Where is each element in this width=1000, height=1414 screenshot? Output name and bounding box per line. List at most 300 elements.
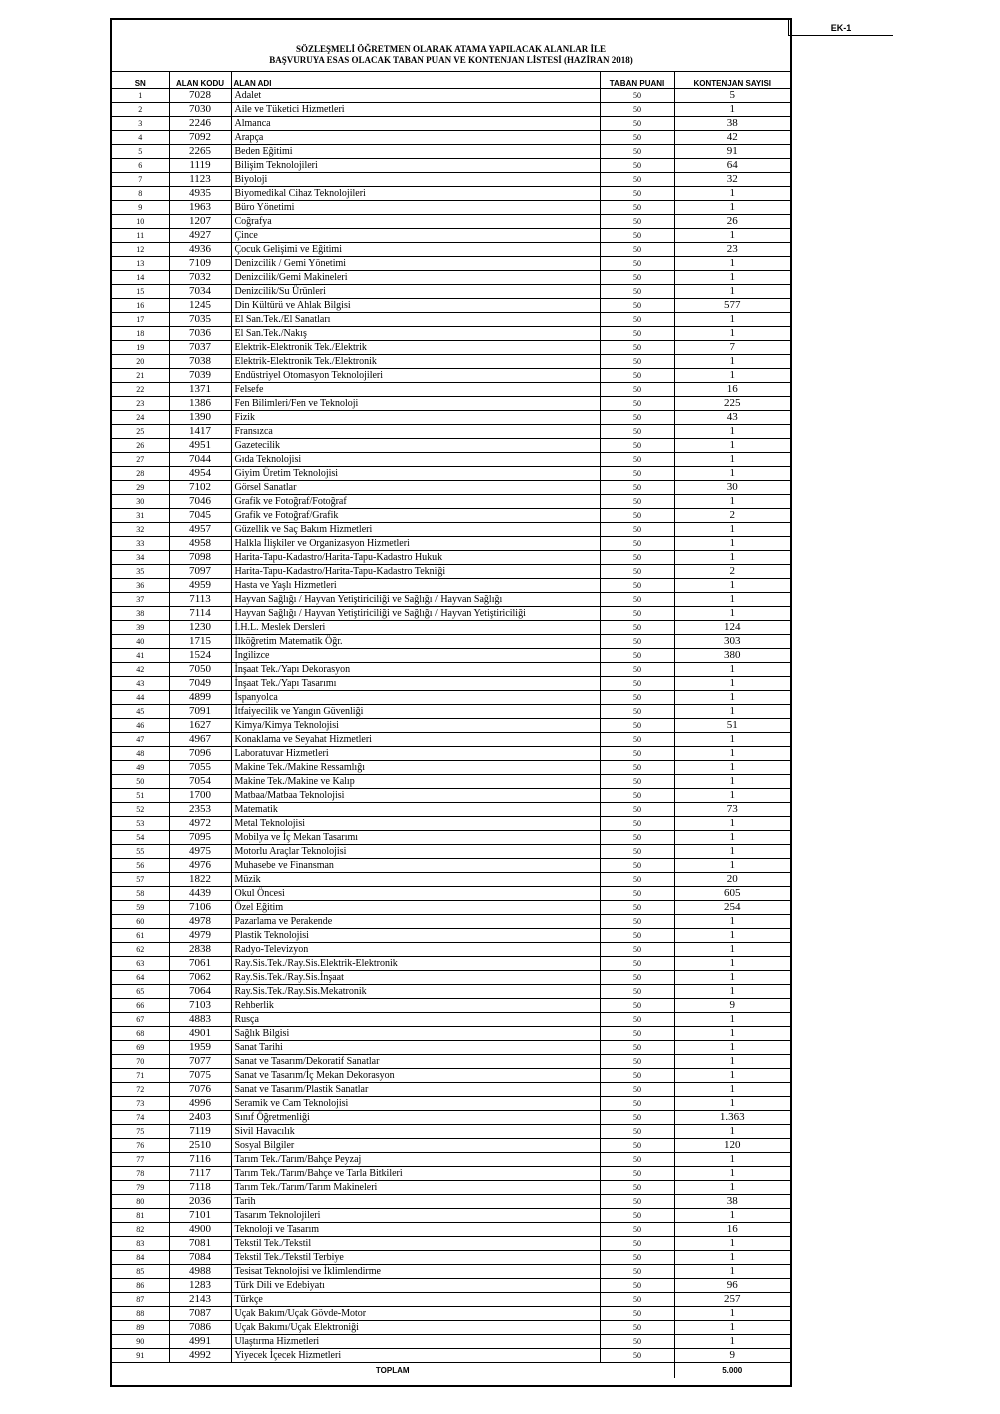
- row-sn: 30: [112, 495, 169, 509]
- table-row: [112, 1209, 790, 1223]
- row-name: İnşaat Tek./Yapı Tasarımı: [231, 677, 600, 691]
- row-sn: 83: [112, 1237, 169, 1251]
- row-quota: 120: [674, 1139, 790, 1153]
- row-name: El San.Tek./Nakış: [231, 327, 600, 341]
- row-sn: 23: [112, 397, 169, 411]
- row-quota: 1: [674, 1055, 790, 1069]
- row-code: 7046: [169, 495, 231, 509]
- row-name: Almanca: [231, 117, 600, 131]
- row-name: Tarım Tek./Tarım/Bahçe Peyzaj: [231, 1153, 600, 1167]
- title-line-2: BAŞVURUYA ESAS OLACAK TABAN PUAN VE KONTENJAN LİSTESİ (HAZİRAN 2018): [269, 55, 633, 65]
- row-score: 50: [600, 1041, 674, 1055]
- table-row: [112, 761, 790, 775]
- row-code: 4979: [169, 929, 231, 943]
- row-name: İlköğretim Matematik Öğr.: [231, 635, 600, 649]
- row-code: 4992: [169, 1349, 231, 1363]
- row-quota: 43: [674, 411, 790, 425]
- table-row: [112, 1027, 790, 1041]
- table-row: [112, 999, 790, 1013]
- row-sn: 8: [112, 187, 169, 201]
- header-quota: KONTENJAN SAYISI: [674, 72, 790, 89]
- row-sn: 42: [112, 663, 169, 677]
- row-sn: 64: [112, 971, 169, 985]
- row-sn: 53: [112, 817, 169, 831]
- row-quota: 1: [674, 957, 790, 971]
- row-score: 50: [600, 145, 674, 159]
- row-quota: 1: [674, 817, 790, 831]
- row-score: 50: [600, 103, 674, 117]
- row-score: 50: [600, 719, 674, 733]
- row-code: 7087: [169, 1307, 231, 1321]
- row-sn: 58: [112, 887, 169, 901]
- row-quota: 380: [674, 649, 790, 663]
- table-row: [112, 817, 790, 831]
- row-sn: 13: [112, 257, 169, 271]
- row-code: 7081: [169, 1237, 231, 1251]
- row-sn: 71: [112, 1069, 169, 1083]
- header-code: ALAN KODU: [169, 72, 231, 89]
- row-quota: 32: [674, 173, 790, 187]
- row-quota: 1: [674, 257, 790, 271]
- row-code: 7077: [169, 1055, 231, 1069]
- row-quota: 1: [674, 1265, 790, 1279]
- row-name: Elektrik-Elektronik Tek./Elektrik: [231, 341, 600, 355]
- row-code: 4991: [169, 1335, 231, 1349]
- row-code: 7030: [169, 103, 231, 117]
- row-name: Özel Eğitim: [231, 901, 600, 915]
- row-score: 50: [600, 313, 674, 327]
- table-row: [112, 1279, 790, 1293]
- row-code: 7084: [169, 1251, 231, 1265]
- row-score: 50: [600, 887, 674, 901]
- row-code: 4975: [169, 845, 231, 859]
- row-code: 1417: [169, 425, 231, 439]
- row-sn: 29: [112, 481, 169, 495]
- table-row: [112, 313, 790, 327]
- table-row: [112, 943, 790, 957]
- table-row: [112, 425, 790, 439]
- row-name: Okul Öncesi: [231, 887, 600, 901]
- row-name: Teknoloji ve Tasarım: [231, 1223, 600, 1237]
- row-score: 50: [600, 369, 674, 383]
- row-name: Radyo-Televizyon: [231, 943, 600, 957]
- row-sn: 68: [112, 1027, 169, 1041]
- row-sn: 54: [112, 831, 169, 845]
- table-row: [112, 733, 790, 747]
- row-score: 50: [600, 383, 674, 397]
- table-row: [112, 145, 790, 159]
- row-code: 2265: [169, 145, 231, 159]
- row-sn: 81: [112, 1209, 169, 1223]
- row-score: 50: [600, 901, 674, 915]
- row-name: Laboratuvar Hizmetleri: [231, 747, 600, 761]
- row-sn: 62: [112, 943, 169, 957]
- table-row: [112, 1111, 790, 1125]
- row-code: 1371: [169, 383, 231, 397]
- row-score: 50: [600, 1167, 674, 1181]
- row-code: 7116: [169, 1153, 231, 1167]
- annex-label: EK-1: [788, 20, 893, 36]
- row-score: 50: [600, 845, 674, 859]
- table-row: [112, 1055, 790, 1069]
- row-name: Motorlu Araçlar Teknolojisi: [231, 845, 600, 859]
- row-name: Tasarım Teknolojileri: [231, 1209, 600, 1223]
- row-sn: 33: [112, 537, 169, 551]
- row-sn: 37: [112, 593, 169, 607]
- table-row: [112, 705, 790, 719]
- row-score: 50: [600, 859, 674, 873]
- row-name: Tarım Tek./Tarım/Bahçe ve Tarla Bitkileri: [231, 1167, 600, 1181]
- row-sn: 24: [112, 411, 169, 425]
- row-quota: 23: [674, 243, 790, 257]
- row-sn: 56: [112, 859, 169, 873]
- row-score: 50: [600, 593, 674, 607]
- row-score: 50: [600, 397, 674, 411]
- row-code: 1524: [169, 649, 231, 663]
- row-code: 7075: [169, 1069, 231, 1083]
- row-sn: 89: [112, 1321, 169, 1335]
- row-quota: 1: [674, 1181, 790, 1195]
- row-score: 50: [600, 873, 674, 887]
- row-sn: 75: [112, 1125, 169, 1139]
- row-quota: 1: [674, 201, 790, 215]
- row-name: Çince: [231, 229, 600, 243]
- row-quota: 9: [674, 1349, 790, 1363]
- row-name: Tekstil Tek./Tekstil: [231, 1237, 600, 1251]
- row-sn: 18: [112, 327, 169, 341]
- row-quota: 1: [674, 943, 790, 957]
- table-row: [112, 299, 790, 313]
- row-sn: 67: [112, 1013, 169, 1027]
- row-quota: 1: [674, 187, 790, 201]
- row-sn: 60: [112, 915, 169, 929]
- row-name: Coğrafya: [231, 215, 600, 229]
- row-sn: 12: [112, 243, 169, 257]
- document-sheet: [110, 18, 852, 1387]
- row-code: 7039: [169, 369, 231, 383]
- row-sn: 35: [112, 565, 169, 579]
- row-sn: 31: [112, 509, 169, 523]
- row-code: 7049: [169, 677, 231, 691]
- row-sn: 82: [112, 1223, 169, 1237]
- row-name: Bilişim Teknolojileri: [231, 159, 600, 173]
- row-sn: 46: [112, 719, 169, 733]
- row-score: 50: [600, 89, 674, 103]
- row-name: Çocuk Gelişimi ve Eğitimi: [231, 243, 600, 257]
- row-name: Harita-Tapu-Kadastro/Harita-Tapu-Kadastro Hukuk: [231, 551, 600, 565]
- row-score: 50: [600, 789, 674, 803]
- row-name: Seramik ve Cam Teknolojisi: [231, 1097, 600, 1111]
- row-sn: 41: [112, 649, 169, 663]
- row-code: 7091: [169, 705, 231, 719]
- table-row: [112, 1251, 790, 1265]
- row-name: Uçak Bakımı/Uçak Elektroniği: [231, 1321, 600, 1335]
- row-sn: 86: [112, 1279, 169, 1293]
- row-code: 1245: [169, 299, 231, 313]
- row-code: 7044: [169, 453, 231, 467]
- row-score: 50: [600, 453, 674, 467]
- row-score: 50: [600, 411, 674, 425]
- row-score: 50: [600, 495, 674, 509]
- row-sn: 61: [112, 929, 169, 943]
- quota-table: [112, 71, 790, 1378]
- table-row: [112, 831, 790, 845]
- row-score: 50: [600, 187, 674, 201]
- table-row: [112, 1139, 790, 1153]
- header-score: TABAN PUANI: [600, 72, 674, 89]
- row-name: Uçak Bakım/Uçak Gövde-Motor: [231, 1307, 600, 1321]
- row-quota: 1: [674, 327, 790, 341]
- row-quota: 1: [674, 1027, 790, 1041]
- row-score: 50: [600, 691, 674, 705]
- table-row: [112, 439, 790, 453]
- row-score: 50: [600, 915, 674, 929]
- row-sn: 38: [112, 607, 169, 621]
- table-row: [112, 397, 790, 411]
- table-row: [112, 187, 790, 201]
- header-row: [112, 72, 790, 89]
- row-name: Grafik ve Fotoğraf/Fotoğraf: [231, 495, 600, 509]
- table-row: [112, 607, 790, 621]
- table-row: [112, 369, 790, 383]
- row-name: Sanat ve Tasarım/Dekoratif Sanatlar: [231, 1055, 600, 1069]
- row-name: Endüstriyel Otomasyon Teknolojileri: [231, 369, 600, 383]
- table-row: [112, 215, 790, 229]
- row-score: 50: [600, 1153, 674, 1167]
- header-sn: SN: [112, 72, 169, 89]
- row-quota: 1: [674, 1097, 790, 1111]
- row-score: 50: [600, 1181, 674, 1195]
- row-name: Büro Yönetimi: [231, 201, 600, 215]
- table-row: [112, 285, 790, 299]
- row-code: 7109: [169, 257, 231, 271]
- table-row: [112, 1349, 790, 1363]
- row-name: Sanat Tarihi: [231, 1041, 600, 1055]
- row-quota: 1.363: [674, 1111, 790, 1125]
- row-name: Fizik: [231, 411, 600, 425]
- row-score: 50: [600, 1139, 674, 1153]
- row-quota: 1: [674, 1013, 790, 1027]
- row-quota: 1: [674, 1321, 790, 1335]
- row-sn: 4: [112, 131, 169, 145]
- table-row: [112, 915, 790, 929]
- row-score: 50: [600, 677, 674, 691]
- row-code: 2036: [169, 1195, 231, 1209]
- table-row: [112, 481, 790, 495]
- row-name: Arapça: [231, 131, 600, 145]
- row-name: Matbaa/Matbaa Teknolojisi: [231, 789, 600, 803]
- row-score: 50: [600, 607, 674, 621]
- row-score: 50: [600, 439, 674, 453]
- row-sn: 11: [112, 229, 169, 243]
- row-code: 7103: [169, 999, 231, 1013]
- title-line-1: SÖZLEŞMELİ ÖĞRETMEN OLARAK ATAMA YAPILACAK ALANLAR İLE: [295, 44, 607, 54]
- row-sn: 80: [112, 1195, 169, 1209]
- row-name: Halkla İlişkiler ve Organizasyon Hizmetleri: [231, 537, 600, 551]
- row-quota: 1: [674, 1041, 790, 1055]
- row-score: 50: [600, 1265, 674, 1279]
- row-code: 7061: [169, 957, 231, 971]
- row-sn: 52: [112, 803, 169, 817]
- row-name: Türk Dili ve Edebiyatı: [231, 1279, 600, 1293]
- row-score: 50: [600, 1279, 674, 1293]
- row-score: 50: [600, 1321, 674, 1335]
- table-row: [112, 341, 790, 355]
- row-code: 4959: [169, 579, 231, 593]
- row-quota: 1: [674, 1125, 790, 1139]
- row-quota: 2: [674, 565, 790, 579]
- row-code: 7086: [169, 1321, 231, 1335]
- table-row: [112, 131, 790, 145]
- row-score: 50: [600, 747, 674, 761]
- row-name: Hayvan Sağlığı / Hayvan Yetiştiriciliği ve Sağlığı / Hayvan Yetiştiriciliği: [231, 607, 600, 621]
- row-sn: 5: [112, 145, 169, 159]
- row-code: 4951: [169, 439, 231, 453]
- table-row: [112, 271, 790, 285]
- row-code: 4901: [169, 1027, 231, 1041]
- row-quota: 1: [674, 579, 790, 593]
- row-code: 7119: [169, 1125, 231, 1139]
- row-sn: 2: [112, 103, 169, 117]
- table-row: [112, 551, 790, 565]
- row-code: 1822: [169, 873, 231, 887]
- table-row: [112, 957, 790, 971]
- table-row: [112, 1013, 790, 1027]
- row-name: Sosyal Bilgiler: [231, 1139, 600, 1153]
- table-body: [112, 89, 790, 1363]
- row-code: 7062: [169, 971, 231, 985]
- row-sn: 65: [112, 985, 169, 999]
- row-score: 50: [600, 635, 674, 649]
- row-code: 7114: [169, 607, 231, 621]
- table-row: [112, 1335, 790, 1349]
- row-quota: 1: [674, 607, 790, 621]
- row-sn: 78: [112, 1167, 169, 1181]
- row-quota: 1: [674, 985, 790, 999]
- row-name: Aile ve Tüketici Hizmetleri: [231, 103, 600, 117]
- row-quota: 38: [674, 1195, 790, 1209]
- table-row: [112, 859, 790, 873]
- row-quota: 577: [674, 299, 790, 313]
- row-code: 7055: [169, 761, 231, 775]
- table-row: [112, 803, 790, 817]
- row-name: Harita-Tapu-Kadastro/Harita-Tapu-Kadastro Tekniği: [231, 565, 600, 579]
- row-sn: 44: [112, 691, 169, 705]
- row-score: 50: [600, 1251, 674, 1265]
- row-score: 50: [600, 1069, 674, 1083]
- row-quota: 1: [674, 495, 790, 509]
- row-quota: 1: [674, 103, 790, 117]
- row-name: Makine Tek./Makine Ressamlığı: [231, 761, 600, 775]
- row-score: 50: [600, 831, 674, 845]
- row-score: 50: [600, 985, 674, 999]
- row-score: 50: [600, 523, 674, 537]
- row-sn: 77: [112, 1153, 169, 1167]
- row-code: 1715: [169, 635, 231, 649]
- row-code: 2403: [169, 1111, 231, 1125]
- row-code: 1123: [169, 173, 231, 187]
- table-row: [112, 873, 790, 887]
- row-score: 50: [600, 621, 674, 635]
- row-quota: 1: [674, 355, 790, 369]
- row-sn: 6: [112, 159, 169, 173]
- row-code: 7095: [169, 831, 231, 845]
- row-name: Tekstil Tek./Tekstil Terbiye: [231, 1251, 600, 1265]
- row-quota: 16: [674, 383, 790, 397]
- table-row: [112, 1195, 790, 1209]
- row-name: İngilizce: [231, 649, 600, 663]
- row-name: Elektrik-Elektronik Tek./Elektronik: [231, 355, 600, 369]
- row-sn: 66: [112, 999, 169, 1013]
- row-score: 50: [600, 1027, 674, 1041]
- table-row: [112, 845, 790, 859]
- row-sn: 84: [112, 1251, 169, 1265]
- table-row: [112, 1265, 790, 1279]
- row-sn: 48: [112, 747, 169, 761]
- row-name: Sivil Havacılık: [231, 1125, 600, 1139]
- row-score: 50: [600, 705, 674, 719]
- row-score: 50: [600, 999, 674, 1013]
- row-score: 50: [600, 509, 674, 523]
- row-sn: 28: [112, 467, 169, 481]
- table-row: [112, 201, 790, 215]
- table-row: [112, 789, 790, 803]
- table-row: [112, 1237, 790, 1251]
- row-score: 50: [600, 327, 674, 341]
- row-sn: 79: [112, 1181, 169, 1195]
- table-row: [112, 649, 790, 663]
- row-sn: 85: [112, 1265, 169, 1279]
- row-code: 7102: [169, 481, 231, 495]
- row-code: 7036: [169, 327, 231, 341]
- row-name: Makine Tek./Makine ve Kalıp: [231, 775, 600, 789]
- row-code: 2143: [169, 1293, 231, 1307]
- row-quota: 1: [674, 593, 790, 607]
- row-sn: 43: [112, 677, 169, 691]
- row-code: 1119: [169, 159, 231, 173]
- row-code: 4957: [169, 523, 231, 537]
- table-row: [112, 1097, 790, 1111]
- row-name: İnşaat Tek./Yapı Dekorasyon: [231, 663, 600, 677]
- table-row: [112, 985, 790, 999]
- row-code: 4972: [169, 817, 231, 831]
- row-name: Adalet: [231, 89, 600, 103]
- row-sn: 10: [112, 215, 169, 229]
- table-row: [112, 495, 790, 509]
- row-score: 50: [600, 215, 674, 229]
- row-code: 7097: [169, 565, 231, 579]
- row-sn: 57: [112, 873, 169, 887]
- table-row: [112, 1125, 790, 1139]
- table-row: [112, 103, 790, 117]
- row-quota: 1: [674, 425, 790, 439]
- table-row: [112, 537, 790, 551]
- table-row: [112, 509, 790, 523]
- row-score: 50: [600, 817, 674, 831]
- row-name: Ulaştırma Hizmetleri: [231, 1335, 600, 1349]
- table-row: [112, 523, 790, 537]
- row-score: 50: [600, 1055, 674, 1069]
- row-name: Matematik: [231, 803, 600, 817]
- row-name: Grafik ve Fotoğraf/Grafik: [231, 509, 600, 523]
- row-quota: 1: [674, 439, 790, 453]
- row-code: 4958: [169, 537, 231, 551]
- row-score: 50: [600, 341, 674, 355]
- row-name: Beden Eğitimi: [231, 145, 600, 159]
- row-score: 50: [600, 565, 674, 579]
- row-sn: 19: [112, 341, 169, 355]
- row-score: 50: [600, 355, 674, 369]
